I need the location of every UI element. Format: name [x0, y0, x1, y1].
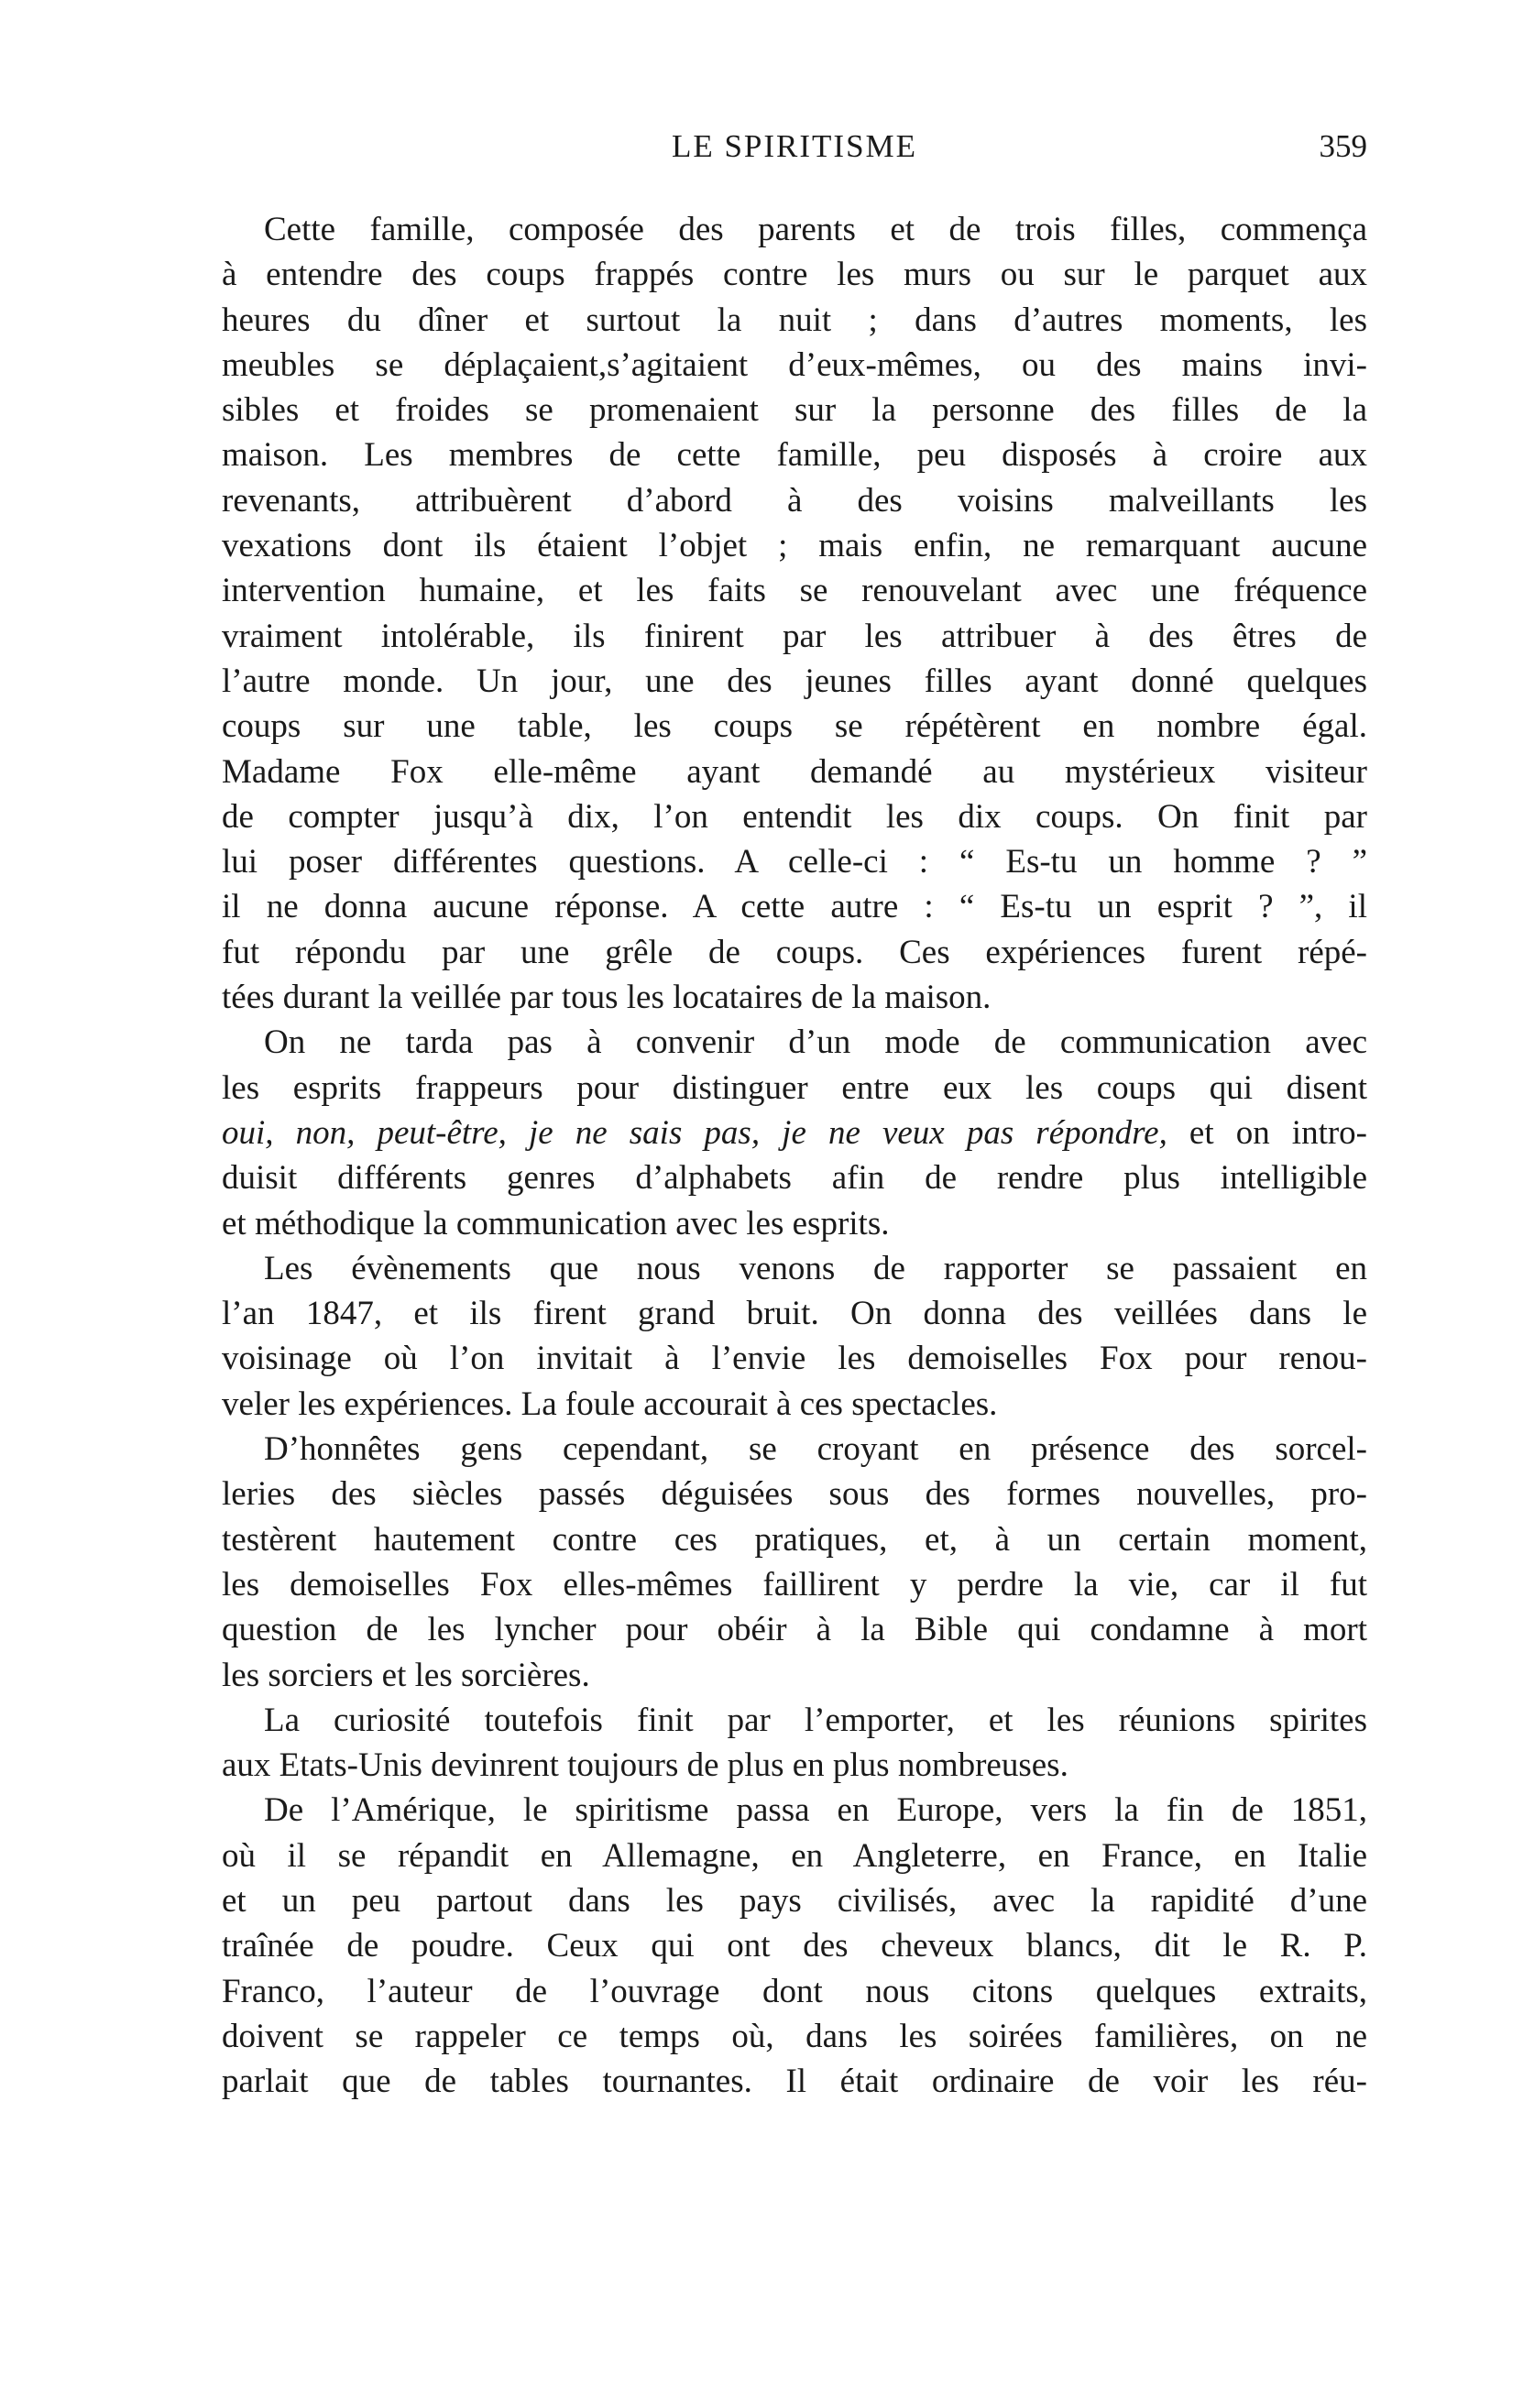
text-line: l’autre monde. Un jour, une des jeunes filles ayant donné quelques: [222, 662, 1367, 700]
text-line: maison. Les membres de cette famille, peu disposés à croire aux: [222, 436, 1367, 475]
paragraph: [222, 1020, 1367, 1245]
text-line: De l’Amérique, le spiritisme passa en Europe, vers la fin de 1851,: [264, 1791, 1367, 1830]
text-line: lui poser différentes questions. A celle-ci : “ Es-tu un homme ? ”: [222, 843, 1367, 881]
text-line: vexations dont ils étaient l’objet ; mais enfin, ne remarquant aucune: [222, 527, 1367, 565]
text-line: testèrent hautement contre ces pratiques, et, à un certain moment,: [222, 1520, 1367, 1559]
text-line: veler les expériences. La foule accourait à ces spectacles.: [222, 1385, 998, 1423]
book-page: [222, 128, 1367, 2104]
text-line: tées durant la veillée par tous les locataires de la maison.: [222, 979, 992, 1017]
text-line: [222, 1111, 1367, 1155]
text-line: Madame Fox elle-même ayant demandé au mystérieux visiteur: [222, 752, 1367, 791]
italic-phrase: oui, non, peut-être, je ne sais pas, je ne veux pas répondre,: [222, 1113, 1167, 1152]
text-line: fut répondu par une grêle de coups. Ces expériences furent répé-: [222, 933, 1367, 971]
text-line: et un peu partout dans les pays civilisés, avec la rapidité d’une: [222, 1881, 1367, 1920]
text-line: et méthodique la communication avec les esprits.: [222, 1204, 890, 1242]
text-line: l’an 1847, et ils firent grand bruit. On donna des veillées dans le: [222, 1295, 1367, 1333]
text-line: On ne tarda pas à convenir d’un mode de communication avec: [264, 1023, 1367, 1062]
text-line: aux Etats-Unis devinrent toujours de plus en plus nombreuses.: [222, 1746, 1068, 1785]
text-line: à entendre des coups frappés contre les murs ou sur le parquet aux: [222, 256, 1367, 294]
text-line: de compter jusqu’à dix, l’on entendit les dix coups. On finit par: [222, 797, 1367, 836]
text-line: doivent se rappeler ce temps où, dans les soirées familières, on ne: [222, 2017, 1367, 2055]
body-text: [222, 207, 1367, 2104]
text-line: revenants, attribuèrent d’abord à des voisins malveillants les: [222, 481, 1367, 520]
text-line: il ne donna aucune réponse. A cette autre : “ Es-tu un esprit ? ”, il: [222, 888, 1367, 926]
text-line: les esprits frappeurs pour distinguer entre eux les coups qui disent: [222, 1068, 1367, 1107]
text-line: question de les lyncher pour obéir à la Bible qui condamne à mort: [222, 1611, 1367, 1649]
text-line: voisinage où l’on invitait à l’envie les demoiselles Fox pour renou-: [222, 1340, 1367, 1378]
paragraph: [222, 1698, 1367, 1789]
paragraph: [222, 1427, 1367, 1698]
paragraph: [222, 1246, 1367, 1427]
text-line: D’honnêtes gens cependant, se croyant en présence des sorcel-: [264, 1430, 1367, 1469]
text-line: Cette famille, composée des parents et de trois filles, commença: [264, 211, 1367, 248]
text-line: les sorciers et les sorcières.: [222, 1656, 590, 1694]
running-title: LE SPIRITISME: [671, 128, 918, 164]
text-run: et on intro-: [1167, 1113, 1367, 1152]
text-line: sibles et froides se promenaient sur la personne des filles de la: [222, 391, 1367, 430]
text-line: parlait que de tables tournantes. Il était ordinaire de voir les réu-: [222, 2063, 1367, 2101]
page-number: 359: [1319, 128, 1367, 164]
text-line: meubles se déplaçaient,s’agitaient d’eux-mêmes, ou des mains invi-: [222, 345, 1367, 384]
text-line: où il se répandit en Allemagne, en Angleterre, en France, en Italie: [222, 1836, 1367, 1875]
text-line: La curiosité toutefois finit par l’emporter, et les réunions spirites: [264, 1701, 1367, 1739]
text-line: heures du dîner et surtout la nuit ; dans d’autres moments, les: [222, 301, 1367, 339]
text-line: duisit différents genres d’alphabets afin de rendre plus intelligible: [222, 1159, 1367, 1198]
text-line: coups sur une table, les coups se répétèrent en nombre égal.: [222, 707, 1367, 746]
paragraph: [222, 1788, 1367, 2104]
text-line: vraiment intolérable, ils finirent par les attribuer à des êtres de: [222, 617, 1367, 655]
text-line: traînée de poudre. Ceux qui ont des cheveux blancs, dit le R. P.: [222, 1927, 1367, 1965]
text-line: intervention humaine, et les faits se renouvelant avec une fréquence: [222, 572, 1367, 610]
text-line: Les évènements que nous venons de rapporter se passaient en: [264, 1249, 1367, 1287]
text-line: les demoiselles Fox elles-mêmes faillirent y perdre la vie, car il fut: [222, 1565, 1367, 1604]
paragraph: [222, 207, 1367, 1020]
text-line: Franco, l’auteur de l’ouvrage dont nous citons quelques extraits,: [222, 1972, 1367, 2010]
page-header: [222, 128, 1367, 183]
text-line: leries des siècles passés déguisées sous des formes nouvelles, pro-: [222, 1475, 1367, 1514]
